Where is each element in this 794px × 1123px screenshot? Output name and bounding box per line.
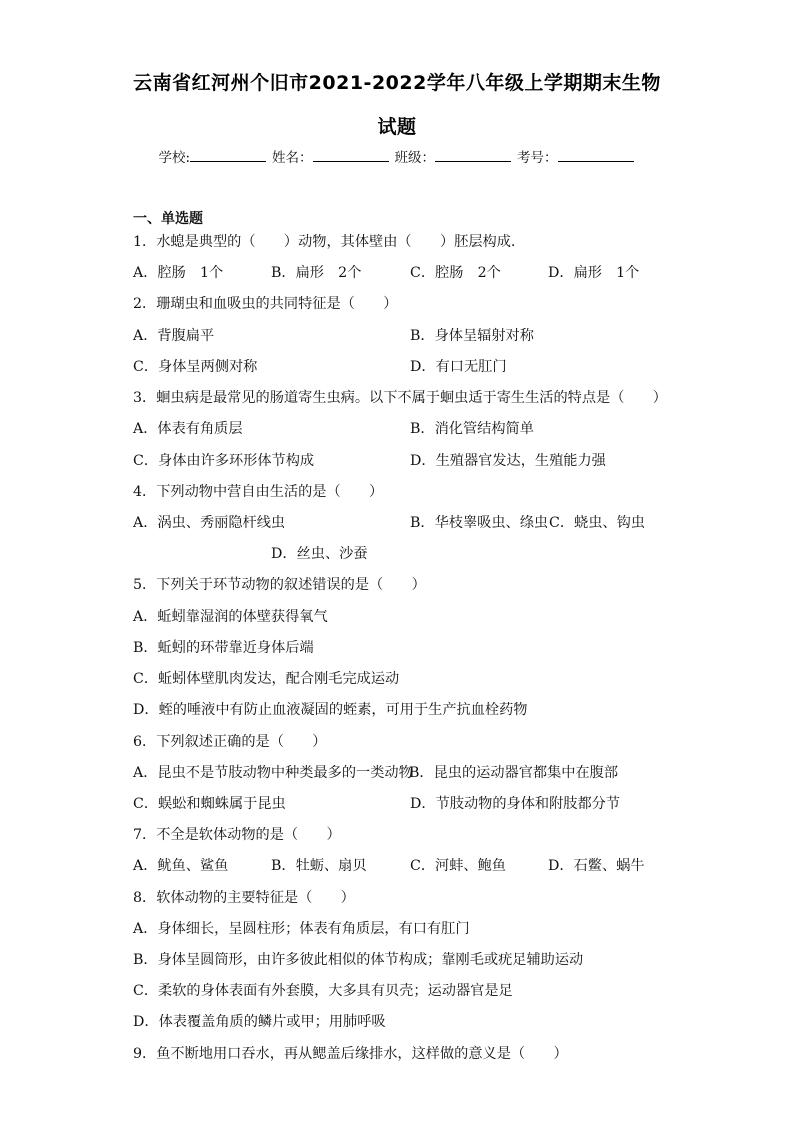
question-stem: 4．下列动物中营自由生活的是（ ） — [133, 484, 384, 500]
option-a: A．鱿鱼、鲨鱼 — [133, 858, 229, 874]
class-blank[interactable] — [435, 149, 511, 162]
option-d: D．节肢动物的身体和附肢都分节 — [410, 796, 621, 812]
option-c: C．腔肠 2个 — [410, 265, 501, 281]
option-c: C．蚯蚓体壁肌肉发达，配合刚毛完成运动 — [133, 671, 400, 687]
option-b: B．牡蛎、扇贝 — [271, 858, 367, 874]
school-label: 学校: — [158, 150, 191, 166]
option-a: A．腔肠 1个 — [133, 265, 224, 281]
option-d: D．石鳖、蜗牛 — [548, 858, 645, 874]
option-c: C．柔软的身体表面有外套膜，大多具有贝壳；运动器官是足 — [133, 983, 513, 999]
question-stem: 7．不全是软体动物的是（ ） — [133, 827, 341, 843]
name-blank[interactable] — [313, 149, 389, 162]
question-stem: 2．珊瑚虫和血吸虫的共同特征是（ ） — [133, 296, 398, 312]
option-b: B．昆虫的运动器官都集中在腹部 — [409, 765, 619, 781]
name-label: 姓名： — [272, 150, 313, 166]
class-label: 班级： — [394, 150, 436, 166]
option-a: A．身体细长，呈圆柱形；体表有角质层，有口有肛门 — [133, 921, 470, 937]
question-stem: 9．鱼不断地用口吞水，再从鳃盖后缘排水，这样做的意义是（ ） — [133, 1046, 568, 1062]
section-heading: 一、单选题 — [133, 211, 203, 227]
option-a: A．蚯蚓靠湿润的体壁获得氧气 — [133, 609, 328, 625]
question-stem: 6．下列叙述正确的是（ ） — [133, 734, 327, 750]
option-b: B．华枝睾吸虫、绦虫 — [410, 515, 549, 531]
option-a: A．体表有角质层 — [133, 421, 243, 437]
option-b: B．身体呈辐射对称 — [410, 328, 534, 344]
option-c: C．河蚌、鲍鱼 — [410, 858, 506, 874]
option-c: C．蛲虫、钩虫 — [549, 515, 645, 531]
number-label: 考号： — [517, 150, 558, 166]
exam-title-line1: 云南省红河州个旧市2021-2022学年八年级上学期期末生物 — [133, 72, 661, 94]
question-stem: 3．蛔虫病是最常见的肠道寄生虫病。以下不属于蛔虫适于寄生生活的特点是（ ） — [133, 390, 667, 406]
option-d: D．体表覆盖角质的鳞片或甲；用肺呼吸 — [133, 1014, 386, 1030]
question-stem: 8．软体动物的主要特征是（ ） — [133, 890, 355, 906]
option-b: B．消化管结构简单 — [410, 421, 534, 437]
option-d: D．丝虫、沙蚕 — [271, 546, 368, 562]
school-blank[interactable] — [190, 149, 266, 162]
option-b: B．蚯蚓的环带靠近身体后端 — [133, 640, 314, 656]
option-c: C．身体呈两侧对称 — [133, 359, 258, 375]
option-a: A．涡虫、秀丽隐杆线虫 — [133, 515, 286, 531]
option-d: D．扁形 1个 — [548, 265, 640, 281]
option-c: C．身体由许多环形体节构成 — [133, 453, 315, 469]
option-a: A．昆虫不是节肢动物中种类最多的一类动物 — [133, 765, 413, 781]
option-c: C．蜈蚣和蜘蛛属于昆虫 — [133, 796, 286, 812]
question-stem: 5．下列关于环节动物的叙述错误的是（ ） — [133, 577, 426, 593]
number-blank[interactable] — [558, 149, 634, 162]
option-d: D．生殖器官发达，生殖能力强 — [410, 453, 606, 469]
option-b: B．扁形 2个 — [271, 265, 362, 281]
option-b: B．身体呈圆筒形，由许多彼此相似的体节构成；靠刚毛或疣足辅助运动 — [133, 952, 584, 968]
exam-title-line2: 试题 — [377, 116, 417, 138]
option-d: D．有口无肛门 — [410, 359, 507, 375]
question-stem: 1．水螅是典型的（ ）动物，其体壁由（ ）胚层构成. — [133, 234, 516, 250]
student-info-line — [0, 146, 794, 166]
option-a: A．背腹扁平 — [133, 328, 215, 344]
option-d: D．蛭的唾液中有防止血液凝固的蛭素，可用于生产抗血栓药物 — [133, 702, 528, 718]
